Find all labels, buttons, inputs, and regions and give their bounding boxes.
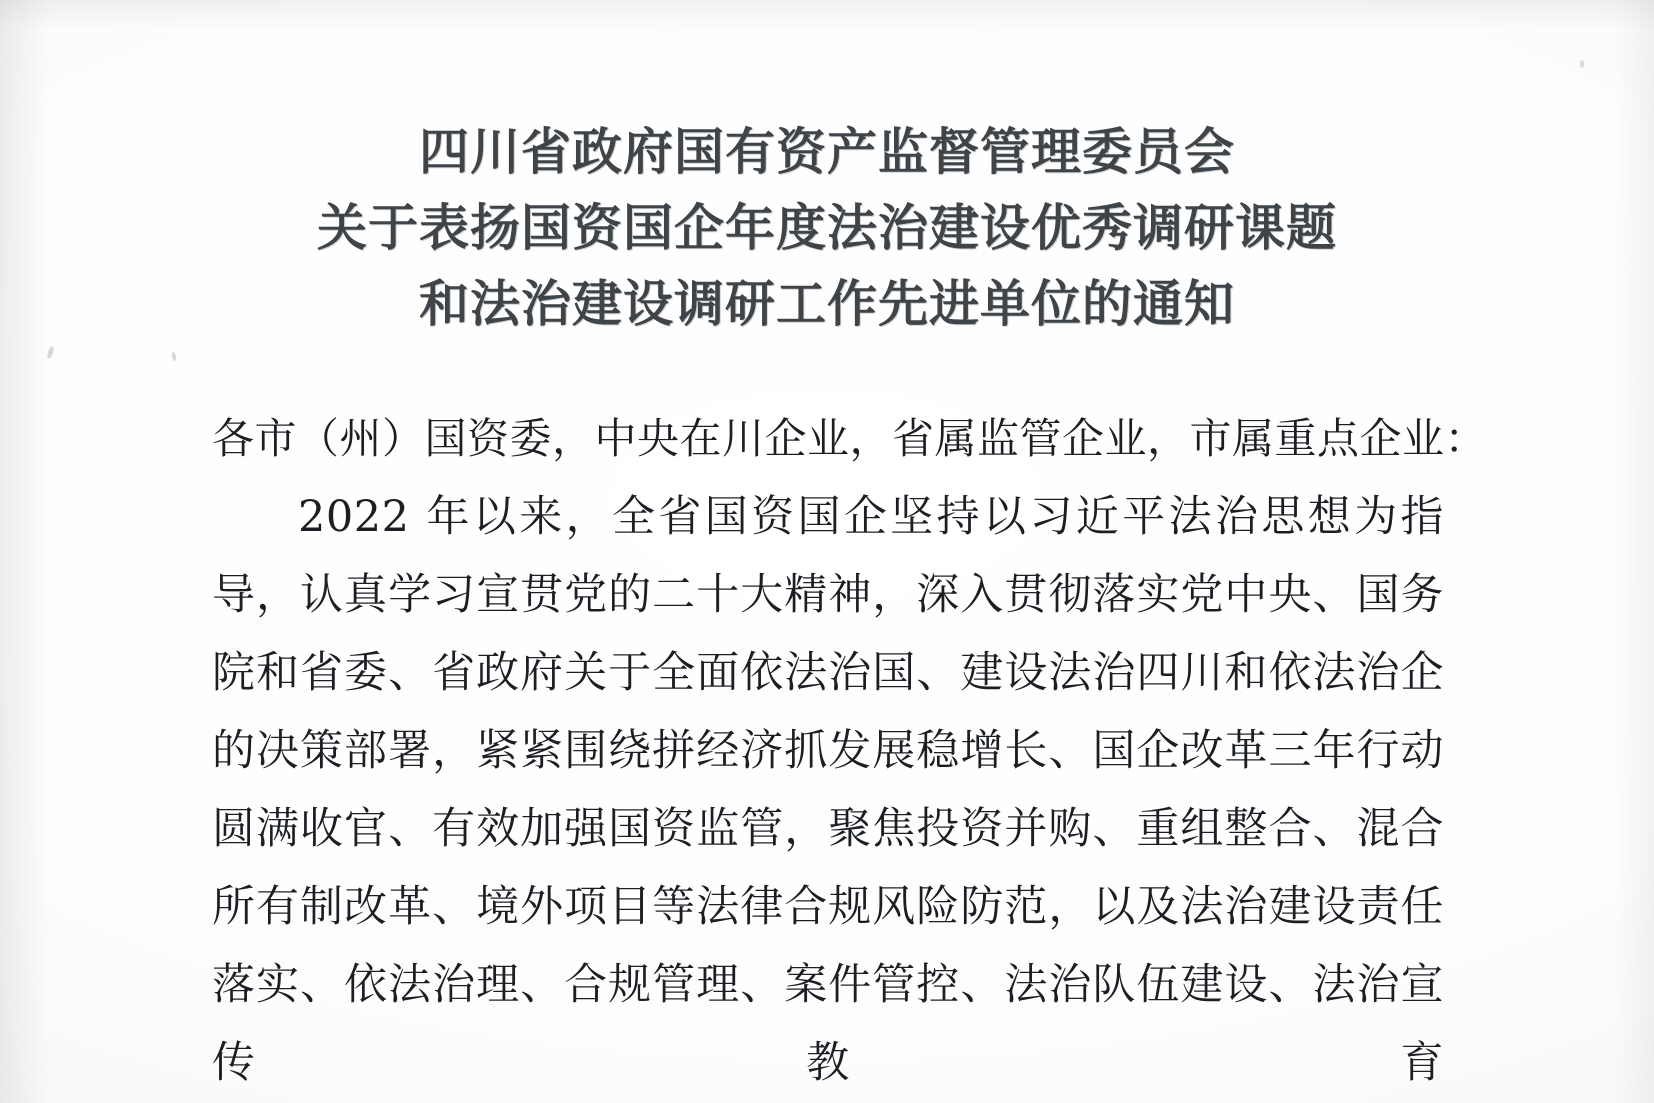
document-body	[212, 400, 1488, 1102]
scan-artifact-speck	[171, 352, 177, 362]
document-title-line-1: 四川省政府国有资产监督管理委员会	[419, 122, 1235, 181]
document-title	[0, 114, 1654, 342]
document-title-line-3: 和法治建设调研工作先进单位的通知	[419, 274, 1235, 333]
scan-artifact-speck	[46, 346, 55, 360]
document-paragraph-1	[212, 478, 1444, 1102]
scan-edge-shadow-top	[0, 0, 1654, 34]
scan-artifact-speck	[1580, 60, 1584, 68]
paragraph-1-text: 2022 年以来，全省国资国企坚持以习近平法治思想为指导，认真学习宣贯党的二十大精神，深入贯彻落实党中央、国务院和省委、省政府关于全面依法治国、建设法治四川和依法治企的决策部署，紧紧围绕拼经济抓发展稳增长、国企改革三年行动圆满收官、有效加强国资监管，聚焦投资并购、重组整合、混合所有制改革、境外项目等法律合规风险防范，以及法治建设责任落实、依法治理、合规管理、案件管控、法治队伍建设、法治宣传教育	[212, 492, 1444, 1088]
document-title-line-2: 关于表扬国资国企年度法治建设优秀调研课题	[317, 198, 1337, 257]
document-salutation: 各市（州）国资委，中央在川企业，省属监管企业，市属重点企业：	[212, 414, 1488, 463]
